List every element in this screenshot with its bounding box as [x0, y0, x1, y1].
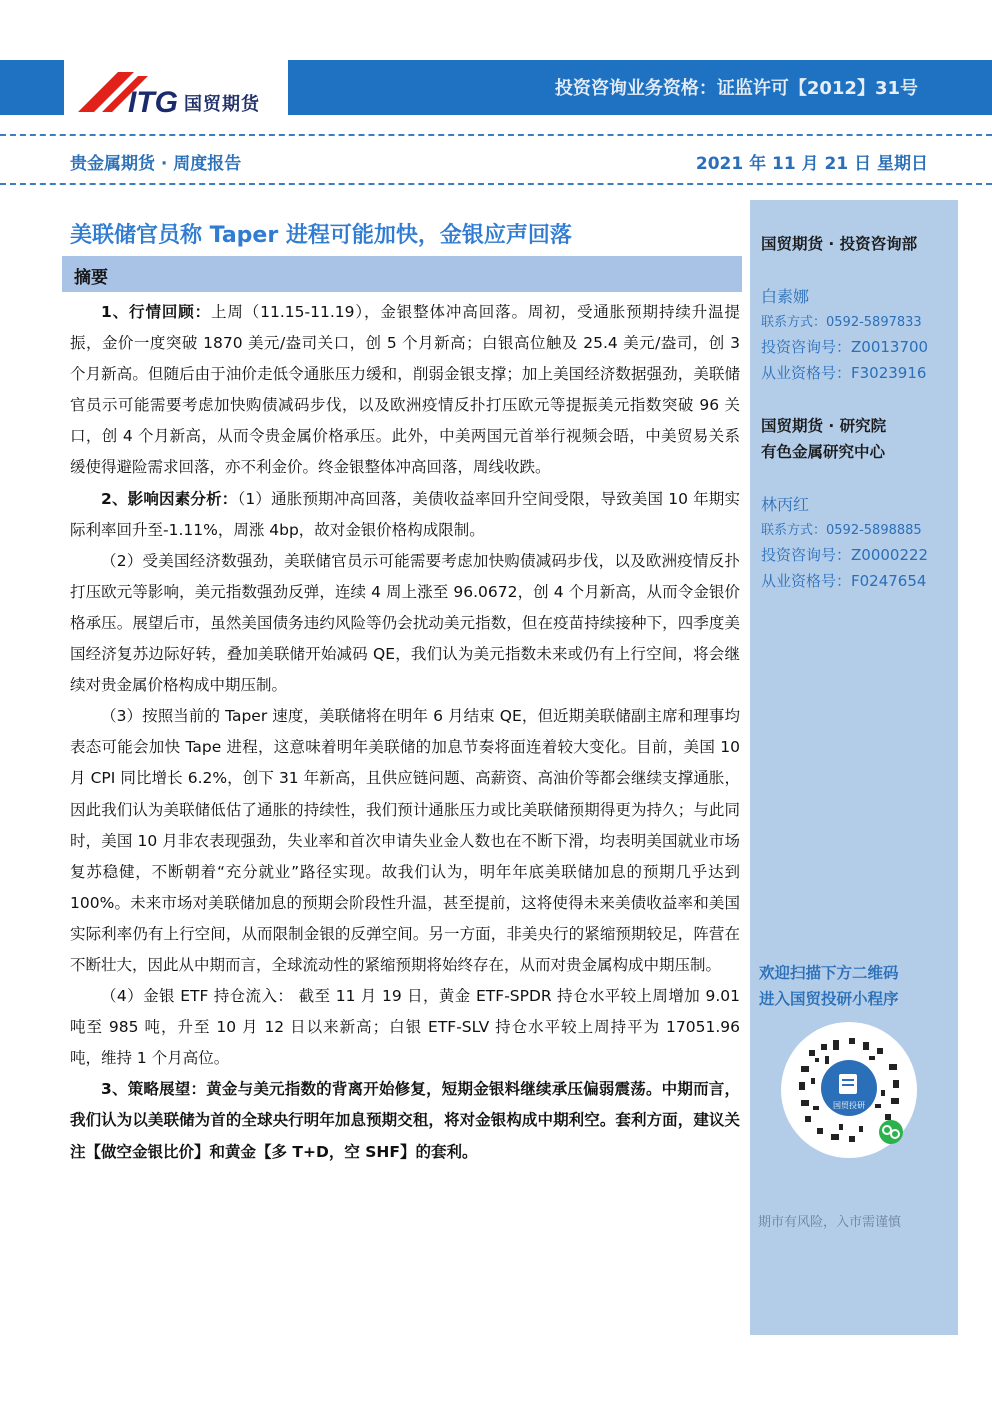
qr-code[interactable] [779, 1020, 919, 1160]
report-date: 2021 年 11 月 21 日 星期日 [695, 154, 928, 174]
paragraph [70, 484, 740, 546]
logo-text: 国贸期货 [184, 94, 260, 115]
paragraph: （4）金银 ETF 持仓流入： 截至 11 月 19 日，黄金 ETF-SPDR 持仓水平较上周增加 9.01 吨至 985 吨，升至 10 月 12 日以来新高；白银 ETF-SLV 持仓水平较上周持平为 17051.96 吨，维持 1 个月高位。 [70, 987, 740, 1068]
qr-prompt: 进入国贸投研小程序 [759, 990, 899, 1008]
paragraph [70, 297, 740, 484]
qr-label: 国贸投研 [833, 1101, 865, 1110]
risk-disclaimer: 期市有风险，入市需谨慎 [758, 1215, 902, 1230]
analyst-advisory-no: 投资咨询号：Z0000222 [761, 546, 929, 564]
analyst-name: 白素娜 [761, 287, 810, 306]
department-heading: 国贸期货 · 研究院 [761, 417, 887, 435]
page-title: 美联储官员称 Taper 进程可能加快，金银应声回落 [70, 223, 572, 248]
department-heading: 国贸期货 · 投资咨询部 [761, 235, 918, 253]
divider [0, 134, 992, 136]
analyst-contact: 联系方式：0592-5898885 [761, 523, 922, 538]
paragraph-lead: 1、行情回顾： [101, 303, 211, 321]
report-type: 贵金属期货 · 周度报告 [70, 154, 242, 174]
qr-code-icon [779, 1020, 919, 1160]
analyst-name: 林丙红 [761, 495, 810, 514]
analyst-practice-no: 从业资格号：F3023916 [761, 364, 927, 382]
section-header [62, 256, 742, 292]
svg-text:ITG: ITG [128, 86, 178, 116]
itg-logo-icon [78, 68, 188, 116]
paragraph-lead: 2、影响因素分析： [101, 489, 238, 508]
department-heading: 有色金属研究中心 [761, 443, 886, 461]
paragraph: （3）按照当前的 Taper 速度，美联储将在明年 6 月结束 QE，但近期美联储副主席和理事均表态可能会加快 Tape 进程，这意味着明年美联储的加息节奏将面连着较大变化。目前，美国 10 月 CPI 同比增长 6.2%，创下 31 年新高，且供应链问题、高薪资、高油价等都会继续支撑通胀，因此我们认为美联储低估了通胀的持续性，我们预计通胀压力或比美联储预期得更为持久；与此同时，美国 10 月非农表现强劲，失业率和首次申请失业金人数也在不断下滑，均表明美国就业市场复苏稳健，不断朝着“充分就业”路径实现。故我们认为，明年年底美联储加息的预期几乎达到 100%。未来市场对美联储加息的预期会阶段性升温，甚至提前，这将使得未来美债收益率和美国实际利率仍有上行空间，从而限制金银的反弹空间。另一方面，非美央行的紧缩预期较足，阵营在不断壮大，因此从中期而言，全球流动性的紧缩预期将始终存在，从而对贵金属构成中期压制。 [70, 707, 740, 974]
sidebar [750, 200, 958, 1335]
paragraph: 3、策略展望：黄金与美元指数的背离开始修复，短期金银料继续承压偏弱震荡。中期而言，我们认为以美联储为首的全球央行明年加息预期交租，将对金银构成中期利空。套利方面，建议关注【做空金银比价】和黄金【多 T+D，空 SHF】的套利。 [70, 1080, 740, 1161]
qr-prompt: 欢迎扫描下方二维码 [759, 964, 899, 982]
analyst-contact: 联系方式：0592-5897833 [761, 315, 922, 330]
logo [64, 60, 288, 120]
paragraph-text: （1）通胀预期冲高回落，美债收益率回升空间受限，导致美国 10 年期实际利率回升至-1.11%，周涨 4bp，故对金银价格构成限制。 [70, 489, 740, 539]
paragraph-text: 上周（11.15-11.19），金银整体冲高回落。周初，受通胀预期持续升温提振，金价一度突破 1870 美元/盎司关口，创 5 个月新高；白银高位触及 25.4 美元/盎司，创 3 个月新高。但随后由于油价走低令通胀压力缓和，削弱金银支撑；加上美国经济数据强劲，美联储官员示可能需要考虑加快购债减码步伐，以及欧洲疫情反扑打压欧元等提振美元指数突破 96 关口，创 4 个月新高，从而令贵金属价格承压。此外，中美两国元首举行视频会晤，中美贸易关系缓使得避险需求回落，亦不利金价。终金银整体冲高回落，周线收跌。 [70, 303, 740, 477]
section-label: 摘要 [74, 268, 108, 288]
analyst-practice-no: 从业资格号：F0247654 [761, 572, 927, 590]
article-body [70, 297, 740, 1168]
divider [0, 183, 992, 185]
license-text: 投资咨询业务资格：证监许可【2012】31号 [554, 78, 918, 99]
paragraph: （2）受美国经济数强劲，美联储官员示可能需要考虑加快购债减码步伐，以及欧洲疫情反扑打压欧元等影响，美元指数强劲反弹，连续 4 周上涨至 96.0672，创 4 个月新高，从而令金银价格承压。展望后市，虽然美国债务违约风险等仍会扰动美元指数，但在疫苗持续接种下，四季度美国经济复苏边际好转，叠加美联储开始减码 QE，我们认为美元指数未来或仍有上行空间，将会继续对贵金属价格构成中期压制。 [70, 551, 740, 695]
analyst-advisory-no: 投资咨询号：Z0013700 [761, 338, 929, 356]
